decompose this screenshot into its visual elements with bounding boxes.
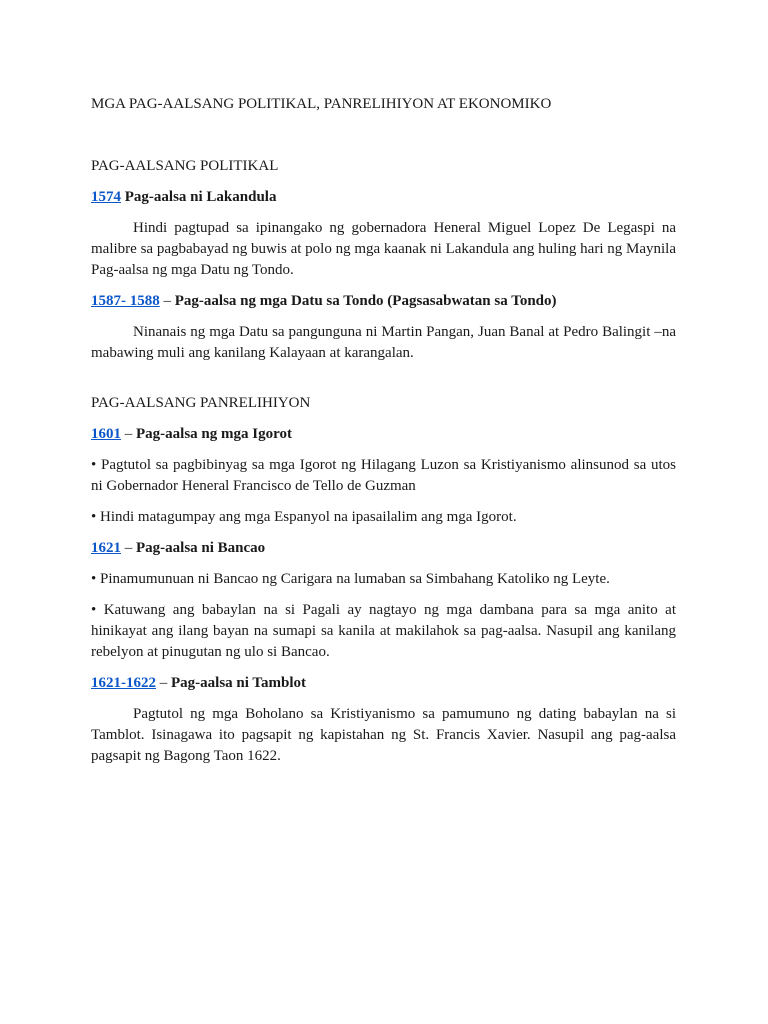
year-link-1621[interactable]: 1621 [91,540,121,556]
entry-title: Pag-aalsa ng mga Igorot [136,426,292,442]
year-link-1601[interactable]: 1601 [91,426,121,442]
entry-separator: – [121,540,136,556]
entry-paragraph: Hindi pagtupad sa ipinangako ng gobernadora Heneral Miguel Lopez De Legaspi na malibre sa pagbabayad ng buwis at polo ng mga kaanak ni Lakandula ang huling hari ng Maynila Pag-aalsa ng mga Datu ng Tondo. [91,220,676,278]
entry-heading-1621-1622 [91,673,676,694]
entry-separator: – [121,426,136,442]
entry-heading-1587-1588 [91,291,676,312]
year-link-1587-1588[interactable]: 1587- 1588 [91,293,160,309]
entry-paragraph: Pagtutol ng mga Boholano sa Kristiyanismo sa pamumuno ng dating babaylan na si Tamblot. Isinagawa ito pagsapit ng kapistahan ng St. Francis Xavier. Nasupil ang pag-aalsa pagsapit ng Bagong Taon 1622. [91,706,676,764]
section-heading-panrelihiyon: PAG-AALSANG PANRELIHIYON [91,395,311,411]
bullet-paragraph: • Katuwang ang babaylan na si Pagali ay nagtayo ng mga dambana para sa mga anito at hinikayat ang ilang bayan na sumapi sa kanila at makilahok sa pag-aalsa. Nasupil ang kanilang rebelyon at pinugutan ng ulo si Bancao. [91,602,676,660]
bullet-paragraph: • Pagtutol sa pagbibinyag sa mga Igorot ng Hilagang Luzon sa Kristiyanismo alinsunod sa utos ni Gobernador Heneral Francisco de Tello de Guzman [91,457,676,494]
entry-separator: – [159,293,175,309]
year-link-1621-1622[interactable]: 1621-1622 [91,675,156,691]
entry-heading-1574 [91,187,676,208]
entry-title: Pag-aalsa ni Tamblot [171,675,307,691]
section-heading-politikal: PAG-AALSANG POLITIKAL [91,158,279,174]
entry-title: Pag-aalsa ng mga Datu sa Tondo (Pagsasabwatan sa Tondo) [174,293,557,309]
entry-title: Pag-aalsa ni Lakandula [124,189,277,205]
entry-heading-1621 [91,538,676,559]
entry-separator: – [156,675,171,691]
bullet-paragraph: • Pinamumunuan ni Bancao ng Carigara na lumaban sa Simbahang Katoliko ng Leyte. [91,571,610,587]
bullet-paragraph: • Hindi matagumpay ang mga Espanyol na ipasailalim ang mga Igorot. [91,509,517,525]
entry-paragraph: Ninanais ng mga Datu sa pangunguna ni Martin Pangan, Juan Banal at Pedro Balingit –na mabawing muli ang kanilang Kalayaan at karangalan. [91,324,676,361]
entry-title: Pag-aalsa ni Bancao [136,540,266,556]
document-title: MGA PAG-AALSANG POLITIKAL, PANRELIHIYON AT EKONOMIKO [91,96,552,112]
year-link-1574[interactable]: 1574 [91,189,121,205]
entry-heading-1601 [91,424,676,445]
